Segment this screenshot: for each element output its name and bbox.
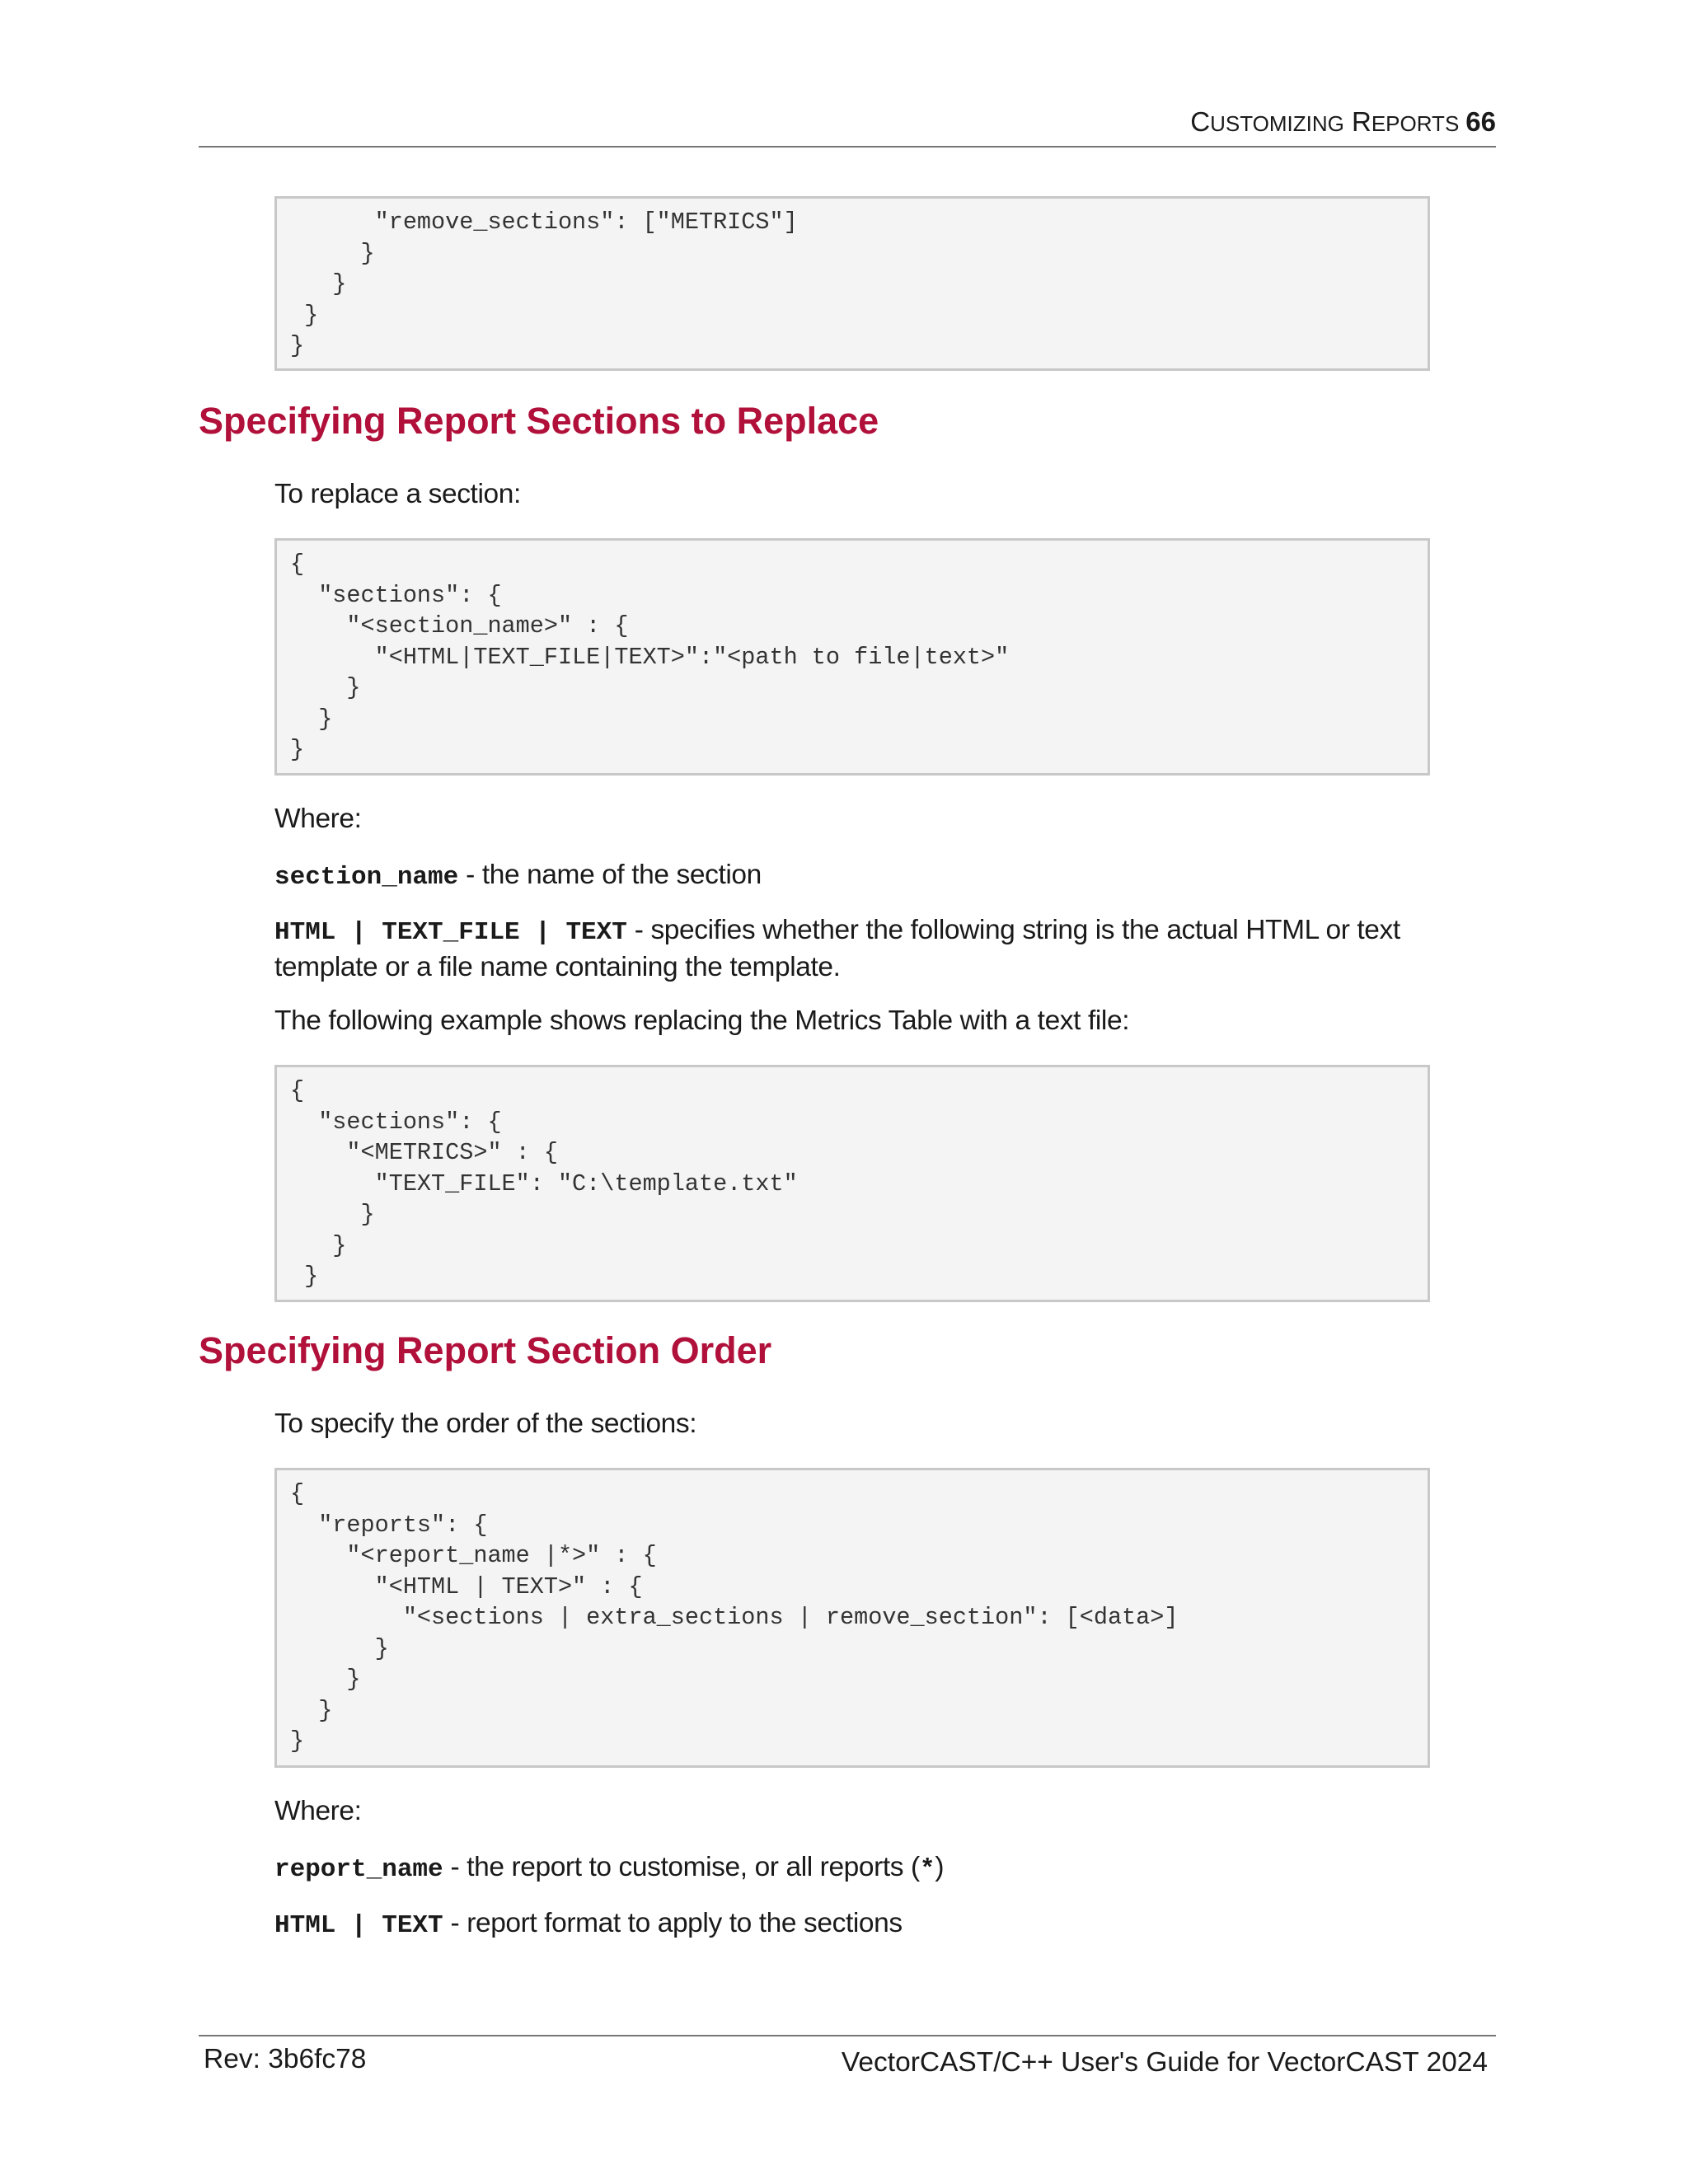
header-small-1: USTOMIZING <box>1210 111 1344 136</box>
definition-text: - report format to apply to the sections <box>443 1908 903 1938</box>
term-section-name: section_name <box>274 863 459 892</box>
definition-text: - the report to customise, or all reports ( <box>443 1852 920 1882</box>
header-divider <box>199 146 1496 148</box>
definition-html-textfile-text <box>274 913 1445 985</box>
heading-section-order: Specifying Report Section Order <box>199 1329 772 1371</box>
code-block-replace-example <box>274 1065 1430 1302</box>
header-cap-1: C <box>1190 106 1211 137</box>
replace-where-label: Where: <box>274 804 362 834</box>
code-line: "<HTML|TEXT_FILE|TEXT>":"<path to file|text>" <box>290 643 1010 671</box>
definition-report-name <box>274 1850 1445 1887</box>
running-header <box>1190 105 1496 140</box>
term-wildcard: * <box>919 1855 935 1884</box>
header-small-2: EPORTS <box>1371 111 1460 136</box>
definition-close: ) <box>935 1852 945 1882</box>
code-line: } <box>290 1201 375 1228</box>
code-line: "<HTML | TEXT>" : { <box>290 1572 643 1601</box>
order-where-label: Where: <box>274 1796 362 1826</box>
term-html-text: HTML | TEXT <box>274 1911 443 1940</box>
term-html-textfile-text: HTML | TEXT_FILE | TEXT <box>274 918 627 947</box>
code-line: "sections": { <box>290 581 502 609</box>
definition-html-text <box>274 1906 1445 1943</box>
code-line: "<sections | extra_sections | remove_section": [<data>] <box>290 1604 1179 1631</box>
code-line: } <box>290 736 305 763</box>
footer-guide-title: VectorCAST/C++ User's Guide for VectorCAST 2024 <box>841 2047 1488 2078</box>
code-line: } <box>290 705 333 733</box>
code-line: } <box>290 1727 305 1755</box>
definition-text: - the name of the section <box>458 860 762 890</box>
code-line: } <box>290 1263 319 1290</box>
code-block-replace-syntax <box>274 538 1430 776</box>
replace-intro: To replace a section: <box>274 479 521 509</box>
code-line: "reports": { <box>290 1511 488 1539</box>
code-line: "sections": { <box>290 1108 502 1136</box>
footer-revision: Rev: 3b6fc78 <box>204 2044 367 2074</box>
code-line: { <box>290 551 305 578</box>
example-intro: The following example shows replacing the Metrics Table with a text file: <box>274 1005 1130 1036</box>
heading-sections-to-replace: Specifying Report Sections to Replace <box>199 400 879 442</box>
code-line: "remove_sections": ["METRICS"] <box>290 209 798 236</box>
code-line: } <box>290 332 305 359</box>
code-line: } <box>290 1666 361 1693</box>
order-intro: To specify the order of the sections: <box>274 1408 697 1439</box>
code-line: } <box>290 1231 347 1259</box>
code-block-remove-sections <box>274 196 1430 371</box>
code-line: "<report_name |*>" : { <box>290 1542 657 1569</box>
footer-divider <box>199 2035 1496 2036</box>
definition-text: - specifies whether the following string is the actual HTML or text template or a file name containing the template. <box>274 915 1400 982</box>
term-report-name: report_name <box>274 1855 443 1884</box>
code-line: } <box>290 239 375 267</box>
page-number: 66 <box>1465 106 1496 137</box>
code-line: } <box>290 301 319 329</box>
code-line: } <box>290 1634 389 1662</box>
code-line: "<METRICS>" : { <box>290 1139 558 1166</box>
code-line: { <box>290 1480 305 1507</box>
header-cap-2: R <box>1352 106 1372 137</box>
definition-section-name <box>274 858 1445 895</box>
code-line: "TEXT_FILE": "C:\template.txt" <box>290 1169 798 1197</box>
code-block-order-syntax <box>274 1468 1430 1768</box>
code-line: "<section_name>" : { <box>290 612 629 640</box>
code-line: { <box>290 1077 305 1104</box>
code-line: } <box>290 674 361 701</box>
code-line: } <box>290 1696 333 1724</box>
code-line: } <box>290 270 347 298</box>
